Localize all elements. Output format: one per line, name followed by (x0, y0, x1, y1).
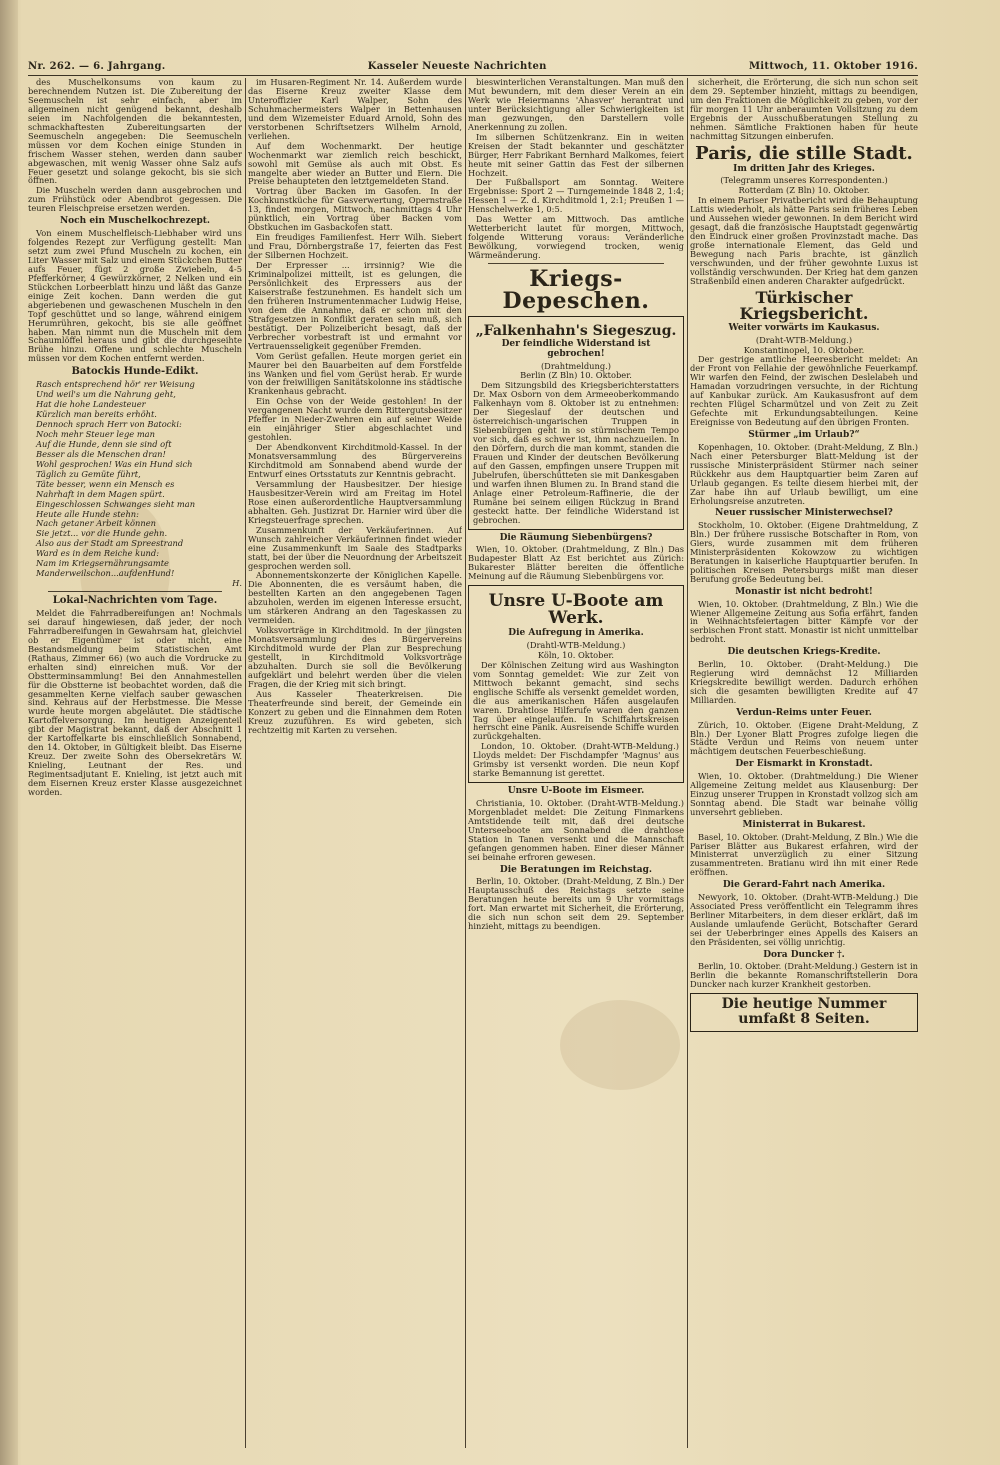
article-subheadline: Der feindliche Widerstand ist gebrochen! (501, 339, 651, 359)
article-headline: Stürmer „im Urlaub?“ (748, 430, 860, 441)
poem-line: Wohl gesprochen! Was ein Hund sich (36, 458, 193, 469)
article-headline: Die Beratungen im Reichstag. (499, 864, 653, 875)
separator (488, 263, 664, 264)
news-agency: (Drahtl-WTB-Meldung.) (526, 639, 626, 650)
recipe-heading: Noch ein Muschelkochrezept. (59, 216, 211, 227)
war-dispatches-heading: Kriegs-Depeschen. (502, 266, 650, 315)
article-text: Der Kölnischen Zeitung wird aus Washington vom Sonntag gemeldet: Wie zur Zeit von Mittwoch bekannt gemacht, sind sechs englische Schiffe als versenkt gemeldet worden, die aus amerikanischen Häfen ausgelaufen waren. Drahtlose Hilferufe waren den ganzen Tag über eingelaufen. In Schiffahrtskreisen herrscht eine Panik. Ausreisende Schiffe wurden zurückgehalten. (473, 659, 679, 742)
article-headline: Unsre U-Boote im Eismeer. (507, 786, 645, 797)
article-headline: Die deutschen Kriegs-Kredite. (727, 647, 881, 658)
poem-line: Noch mehr Steuer lege man (36, 428, 155, 439)
article-text: Der Fußballsport am Sonntag. Weitere Ergebnisse: Sport 2 — Turngemeinde 1848 2, 1:4; Hessen 1 — Z. d. Kirchditmold 1, 2:1; Preußen 1 — Henschelwerke 1, 0:5. (468, 177, 684, 215)
article-text: Vortrag über Backen im Gasofen. In der Kochkunstküche für Gasverwertung, Opernstraße 13, findet morgen, Mittwoch, nachmittags 4 Uhr pünktlich, ein Vortrag über Backen vom Obstkuchen im Gasbackofen statt. (248, 186, 462, 233)
dateline: Rotterdam (Z Bln) 10. Oktober. (738, 185, 870, 196)
issue-number: Nr. 262. — 6. Jahrgang. (28, 60, 166, 72)
article-text: Zürich, 10. Oktober. (Eigene Draht-Meldung, Z Bln.) Der Lyoner Blatt Progres zufolge liegen die Städte Verdun und Reims von neuem unter mächtigem deutschen Feuerbeschießung. (690, 719, 918, 757)
column-4 (690, 78, 918, 1448)
poem-line: Rasch entsprechend hör' rer Weisung (36, 379, 195, 390)
article-text: Wien, 10. Oktober. (Drahtmeldung, Z Bln.) Das Budapester Blatt Az Est berichtet aus Zürich: Bukarester Blätter bereiten die öffentliche Meinung auf die Räumung Siebenbürgens vor. (468, 544, 684, 582)
news-agency: (Draht-WTB-Meldung.) (755, 334, 853, 345)
article-headline: Unsre U-Boote am Werk. (488, 591, 664, 629)
column-rule (245, 78, 246, 1448)
article-text: Der Abendkonvent Kirchditmold-Kassel. In der Monatsversammlung des Bürgervereins Kirchditmold am Sonnabend abend wurde der Entwurf eines Ortsstatuts zur Kenntnis gebracht. (248, 442, 462, 479)
poem-line: Besser als die Menschen dran! (36, 448, 166, 459)
poem-line: Nahrhaft in dem Magen spürt. (36, 488, 165, 499)
article-headline: Verdun-Reims unter Feuer. (736, 707, 872, 718)
masthead-rule (28, 75, 918, 76)
article-text: Aus Kasseler Theaterkreisen. Die Theaterfreunde sind bereit, der Gemeinde ein Konzert zu geben und die Einnahmen dem Roten Kreuz zuzuführen. Es wird gebeten, sich rechtzeitig mit Karten zu versehen. (248, 688, 462, 735)
article-text: Kopenhagen, 10. Oktober. (Draht-Meldung, Z Bln.) Nach einer Petersburger Blatt-Meldung ist der russische Ministerpräsident Stürmer nach seiner Rückkehr aus dem Hauptquartier beim Zaren auf Urlaub gegangen. Es teilte diesem hierbei mit, der Zar habe ihn auf Urlaub bewilligt, um eine Erholungsreise anzutreten. (690, 441, 918, 506)
recipe-text: Von einem Muschelfleisch-Liebhaber wird uns folgendes Rezept zur Verfügung gestellt: Man setzt zum zwei Pfund Muscheln zu kochen, ein Liter Wasser mit Salz und einem Stückchen Butter aufs Feuer, fügt 2 große Zwiebeln, 4-5 Pfefferkörner, 4 Gewürzkörner, 2 Nelken und ein Stückchen Lorbeerblatt hinzu und läßt das Ganze einige Zeit kochen. Dann werden die gut abgeriebenen und gewaschenen Muscheln in den Topf geschüttet und so lange, während einigem Herumrühren, gekocht, bis sie alle geöffnet haben. Man nimmt nun die Muscheln mit dem Schaumlöffel heraus und gibt die durchgeseihte Brühe hinzu. Offene und schlechte Muscheln müssen vor dem Kochen entfernt werden. (28, 228, 242, 364)
poem-line: Hat die hohe Landesteuer (36, 399, 146, 410)
article-text: Wien, 10. Oktober. (Drahtmeldung.) Die Wiener Allgemeine Zeitung meldet aus Klausenburg: Der Einzug unserer Truppen in Kronstadt vollzog sich am Sonntag abend. Die Stadt war beinahe völlig unversehrt geblieben. (690, 771, 918, 817)
page-fold-shadow (0, 0, 18, 1465)
poem-line: Eingeschlossen Schwanges sieht man (36, 498, 196, 509)
article-headline: Ministerrat in Bukarest. (742, 819, 866, 830)
poem-line: Heute alle Hunde stehn: (36, 508, 139, 519)
article-text: Der Erpresser ... irrsinnig? Wie die Kriminalpolizei mitteilt, ist es gelungen, die Persönlichkeit des Erpressers aus der Kaiserstraße festzunehmen. Es handelt sich um den früheren Instrumentenmacher Ludwig Heise, von dem die Annahme, daß er schon mit den Strafgesetzen in Konflikt geraten sein muß, sich bestätigt. Der Polizeibericht besagt, daß der Verbrecher vorbestraft ist und ermahnt vor Vertrauensseligkeit gegenüber Fremden. (248, 260, 462, 351)
dateline: Konstantinopel, 10. Oktober. (743, 344, 865, 355)
poem-line: Kürzlich man bereits erhöht. (36, 408, 157, 419)
article-text: Zusammenkunft der Verkäuferinnen. Auf Wunsch zahlreicher Verkäuferinnen findet wieder eine Zusammenkunft im Saale des Stadtparks statt, bei der über die Neuordnung der Arbeitszeit gesprochen werden soll. (248, 524, 462, 571)
column-rule (687, 78, 688, 1448)
article-text: Ein Ochse von der Weide gestohlen! In der vergangenen Nacht wurde dem Rittergutsbesitzer Pfeffer in Nieder-Zwehren ein auf seiner Weide ein einjähriger Stier abgeschlachtet und gestohlen. (248, 396, 462, 443)
column-1 (28, 78, 242, 1448)
column-2 (248, 78, 462, 1448)
poem-line: Manderweilschon...aufdenHund! (36, 568, 175, 579)
article-text: Berlin, 10. Oktober. (Draht-Meldung, Z Bln.) Der Hauptausschuß des Reichstags setzte seine Beratungen heute bereits um 9 Uhr vormittags fort. Man erwartet mit Sicherheit, die Erörterung, die sich nun schon seit dem 29. September hinzieht, mittags zu beendigen. (468, 876, 684, 932)
falkenhayn-article (468, 316, 684, 530)
poem-line: Und weil's um die Nahrung geht, (36, 389, 176, 400)
article-headline: Neuer russischer Ministerwechsel? (715, 508, 893, 519)
article-text: Wien, 10. Oktober. (Drahtmeldung, Z Bln.) Wie die Wiener Allgemeine Zeitung aus Sofia erfährt, fanden in Weihnachtsfeiertagen bitter Kämpfe vor der serbischen Front statt. Monastir ist nicht unmittelbar bedroht. (690, 598, 918, 645)
poem-line: Nam im Kriegsernährungsamte (36, 558, 169, 569)
article-text: Der gestrige amtliche Heeresbericht meldet: An der Front von Fellahie der gewöhnliche Feuerkampf. Wir warfen den Feind, der zwischen Deslelabeh und Hamadan vorzudringen versuchte, in der Richtung auf Kanbukar zurück. Am Kaukasusfront auf dem rechten Flügel Scharmützel und von Zeit zu Zeit Gefechte mit Erkundungsabteilungen. Keine Ereignisse von Bedeutung auf den übrigen Fronten. (690, 354, 918, 428)
article-text: Berlin, 10. Oktober. (Draht-Meldung.) Die Regierung wird demnächst 12 Milliarden Kriegskredite bewilligt werden. Dadurch erhöhen sich die gesamten bewilligten Kredite auf 47 Milliarden. (690, 659, 918, 705)
separator (48, 591, 222, 592)
local-news-text: Meldet die Fahrradbereifungen an! Nochmals sei darauf hingewiesen, daß jeder, der noch Fahrradbereifungen in Gewahrsam hat, gleichviel ob er Eigentümer ist oder nicht, eine Bestandsmeldung beim Statistischen Amt (Rathaus, Zimmer 66) (wo auch die Vordrucke zu erhalten sind) einreichen muß. Vor der Obstterminsammlung! Bei den Annahmestellen für die Obstterne ist beobachtet worden, daß die gesammelten Kerne vielfach sauber gewaschen sind. Kehraus auf der Herbstmesse. Die Messe wurde heute morgen abgeläutet. Die städtische Kartoffelversorgung. Im heutigen Anzeigenteil gibt der Magistrat bekannt, daß der Abschnitt 1 der Kartoffelkarte bis einschließlich Sonnabend, den 14. Oktober, in Gültigkeit bleibt. Das Eiserne Kreuz. Der zweite Sohn des Obersekretärs W. Knieling, Leutnant der Res. und Regimentsadjutant E. Knieling, ist jetzt auch mit dem Eisernen Kreuz erster Klasse ausgezeichnet worden. (28, 607, 242, 797)
page-count-notice: Die heutige Nummer umfaßt 8 Seiten. (690, 993, 918, 1031)
article-text: des Muschelkonsums von kaum zu berechnendem Nutzen ist. Die Zubereitung der Seemuscheln ist sehr einfach, aber im allgemeinen nicht genügend bekannt, deshalb seien im Nachfolgenden die bekanntesten, schmackhaftesten Zubereitungsarten der Seemuscheln angegeben: Die Seemuscheln müssen vor dem Kochen einige Stunden in frischem Wasser stehen, werden dann sauber abgewaschen, mit wenig Wasser ohne Salz aufs Feuer gesetzt und solange gekocht, bis sie sich öffnen. (28, 78, 242, 186)
poem-line: Auf die Hunde, denn sie sind oft (36, 438, 172, 449)
article-text: Newyork, 10. Oktober. (Draht-WTB-Meldung.) Die Associated Press veröffentlicht ein Telegramm ihres Berliner Mitarbeiters, in dem dieser erklärt, daß im Auslande umlaufende Gerücht, Botschafter Gerard sei der Ueberbringer eines Appells des Kaisers an den Präsidenten, sei völlig unrichtig. (690, 892, 918, 947)
article-text: Stockholm, 10. Oktober. (Eigene Drahtmeldung, Z Bln.) Der frühere russische Botschafter in Rom, von Giers, wurde zusammen mit dem früheren Ministerpräsidenten Kokowzow zu wichtigen Beratungen in kaiserliche Hauptquartier berufen. In politischen Kreisen Petersburgs mißt man dieser Berufung große Bedeutung bei. (690, 520, 918, 584)
article-text: Versammlung der Hausbesitzer. Der hiesige Hausbesitzer-Verein wird am Freitag im Hotel Rose einen außerordentliche Hauptversammlung abhalten. Geh. Justizrat Dr. Harnier wird über die Kriegsteuerfrage sprechen. (248, 478, 462, 525)
article-headline: Paris, die stille Stadt. (695, 142, 913, 164)
article-headline: Türkischer Kriegsbericht. (739, 287, 869, 323)
poem-line: Nach getaner Arbeit können (36, 518, 156, 529)
poem-line: Also aus der Stadt am Spreestrand (36, 538, 184, 549)
local-news-heading: Lokal-Nachrichten vom Tage. (52, 595, 218, 607)
article-subheadline: Weiter vorwärts im Kaukasus. (728, 322, 880, 333)
article-subheadline: Die Aufregung in Amerika. (508, 628, 644, 639)
poem-line: Sie jetzt... vor die Hunde gehn. (36, 528, 168, 539)
article-text: Die Muscheln werden dann ausgebrochen und zum Frühstück oder Abendbrot gegessen. Die teuren Fleischpreise ersetzen werden. (28, 185, 242, 214)
article-text: Ein freudiges Familienfest. Herr Wilh. Siebert und Frau, Dörnbergstraße 17, feierten das Fest der Silbernen Hochzeit. (248, 232, 462, 261)
article-text: Das Wetter am Mittwoch. Das amtliche Wetterbericht lautet für morgen, Mittwoch, folgende Witterung voraus: Veränderliche Bewölkung, vorwiegend trocken, wenig Wärmeänderung. (468, 214, 684, 261)
article-text: Dem Sitzungsbild des Kriegsberichterstatters Dr. Max Osborn von dem Armeeoberkommando Falkenhayn vom 8. Oktober ist zu entnehmen: Der Siegeslauf der deutschen und österreichisch-ungarischen Truppen in Siebenbürgen geht in so stürmischem Tempo vor sich, daß es schwer ist, ihm nachzueilen. In den Dörfern, durch die man kommt, standen die Frauen und Kinder der deutschen Bevölkerung auf den Gassen, empfingen unsere Truppen mit Jubelrufen, überschütteten sie mit Dankesgaben und warfen ihnen Blumen zu. In Brand stand die Anlage einer Petroleum-Raffinerie, die der Rumäne bei seinem eiligen Rückzug in Brand gesteckt hatte. Der feindliche Widerstand ist gebrochen. (473, 380, 679, 525)
article-text: sicherheit, die Erörterung, die sich nun schon seit dem 29. September hinzieht, mittags zu beendigen, um den Fraktionen die Möglichkeit zu geben, vor der für morgen 11 Uhr anberaumten Vollsitzung zu dem Ergebnis der Ausschußberatungen Stellung zu nehmen. Sämtliche Fraktionen haben für heute nachmittag Sitzungen einberufen. (690, 78, 918, 141)
news-agency: (Drahtmeldung.) (540, 360, 612, 371)
uboot-article (468, 585, 684, 783)
masthead (28, 58, 918, 74)
article-text: Berlin, 10. Oktober. (Draht-Meldung.) Gestern ist in Berlin die bekannte Romanschriftstellerin Dora Duncker nach kurzer Krankheit gestorben. (690, 961, 918, 990)
article-text: Volksvorträge in Kirchditmold. In der jüngsten Monatsversammlung des Bürgervereins Kirchditmold wurde der Plan zur Besprechung gestellt, in Kirchditmold Volksvorträge abzuhalten. Durch sie soll die Bevölkerung aufgeklärt und belehrt werden über die vielen Fragen, die der Krieg mit sich bringt. (248, 625, 462, 689)
article-text: Christiania, 10. Oktober. (Draht-WTB-Meldung.) Morgenbladet meldet: Die Zeitung Finmarkens Amtstidende teilt mit, daß drei deutsche Unterseeboote am Sonnabend die drahtlose Station in Tanen versenkt und die Mannschaft gefangen genommen haben. Einer dieser Männer sei beinahe erfroren gewesen. (468, 797, 684, 862)
article-headline: Monastir ist nicht bedroht! (735, 586, 873, 597)
article-text: Basel, 10. Oktober. (Draht-Meldung, Z Bln.) Wie die Pariser Blätter aus Bukarest erfahren, wird der Ministerrat unverzüglich zu einer Sitzung zusammentreten. Bratianu wird ihn mit einer Rede eröffnen. (690, 831, 918, 878)
article-text: Im silbernen Schützenkranz. Ein in weiten Kreisen der Stadt bekannter und geschätzter Bürger, Herr Fabrikant Bernhard Malkomes, feiert heute mit seiner Gattin das Fest der silbernen Hochzeit. (468, 131, 684, 178)
poem-signature: H. (232, 578, 242, 589)
article-text: bieswinterlichen Veranstaltungen. Man muß den Mut bewundern, mit dem dieser Verein an ein Werk wie Heiermanns 'Ahasver' herantrat und unter Berücksichtigung aller Schwierigkeiten ist man gezwungen, den Darstellern volle Anerkennung zu zollen. (468, 78, 684, 132)
poem-line: Ward es in dem Reiche kund: (36, 548, 160, 559)
poem-heading: Batockis Hunde-Edikt. (71, 366, 199, 378)
poem-line: Täte besser, wenn ein Mensch es (36, 478, 175, 489)
article-text: Auf dem Wochenmarkt. Der heutige Wochenmarkt war ziemlich reich beschickt, sowohl mit Gemüse als auch mit Obst. Es mangelte aber wieder an Butter und Eiern. Die Preise behaupteten den letztgemeldeten Stand. (248, 140, 462, 187)
dateline: Köln, 10. Oktober. (537, 649, 615, 660)
article-headline: Dora Duncker †. (763, 949, 845, 960)
poem-line: Täglich zu Gemüte führt, (36, 468, 141, 479)
column-3 (468, 78, 684, 1448)
article-text: Vom Gerüst gefallen. Heute morgen geriet ein Maurer bei den Bauarbeiten auf dem Forstfelde ins Wanken und fiel vom Gerüst herab. Er wurde von der freiwilligen Sanitätskolonne ins städtische Krankenhaus gebracht. (248, 350, 462, 397)
poem (28, 380, 242, 588)
issue-date: Mittwoch, 11. Oktober 1916. (748, 60, 918, 72)
article-headline: Der Eismarkt in Kronstadt. (735, 759, 873, 770)
news-agency: (Telegramm unseres Korrespondenten.) (720, 175, 888, 186)
article-text: In einem Pariser Privatbericht wird die Behauptung Lattis wiederholt, als hätte Paris sein früheres Leben und Aussehen wieder gewonnen. In dem Bericht wird gesagt, daß die französische Hauptstadt gegenwärtig den Eindruck einer großen Provinzstadt mache. Das große internationale Element, das Geld und Bewegung nach Paris brachte, ist gänzlich verschwunden, und der früher gewohnte Luxus ist vollständig verschwunden. Der Krieg hat dem ganzen Straßenbild einen anderen Charakter aufgedrückt. (690, 195, 918, 286)
newspaper-title: Kasseler Neueste Nachrichten (367, 60, 547, 72)
article-subheadline: Im dritten Jahr des Krieges. (733, 163, 875, 174)
article-headline: Die Räumung Siebenbürgens? (499, 532, 653, 543)
article-text: London, 10. Oktober. (Draht-WTB-Meldung.) Lloyds meldet: Der Fischdampfer 'Magnus' aus Grimsby ist versenkt worden. Die neun Kopf starke Bemannung ist gerettet. (473, 741, 679, 779)
poem-line: Dennoch sprach Herr von Batocki: (36, 418, 182, 429)
dateline: Berlin (Z Bln) 10. Oktober. (520, 370, 632, 381)
article-headline: Die Gerard-Fahrt nach Amerika. (722, 880, 886, 891)
article-text: im Husaren-Regiment Nr. 14. Außerdem wurde das Eiserne Kreuz zweiter Klasse dem Unteroffizier Karl Walper, Sohn des Schuhmachermeisters Walper in Bettenhausen und dem Wizemeister Eduard Arnold, Sohn des verstorbenen Schriftsetzers Wilhelm Arnold, verliehen. (248, 78, 462, 141)
article-headline: „Falkenhahn's Siegeszug. (475, 323, 677, 340)
column-rule (465, 78, 466, 1448)
article-text: Abonnementskonzerte der Königlichen Kapelle. Die Abonnenten, die es versäumt haben, die bestellten Karten an den angegebenen Tagen abzuholen, werden im eigenen Interesse ersucht, um stärkeren Andrang an den Tageskassen zu vermeiden. (248, 570, 462, 626)
